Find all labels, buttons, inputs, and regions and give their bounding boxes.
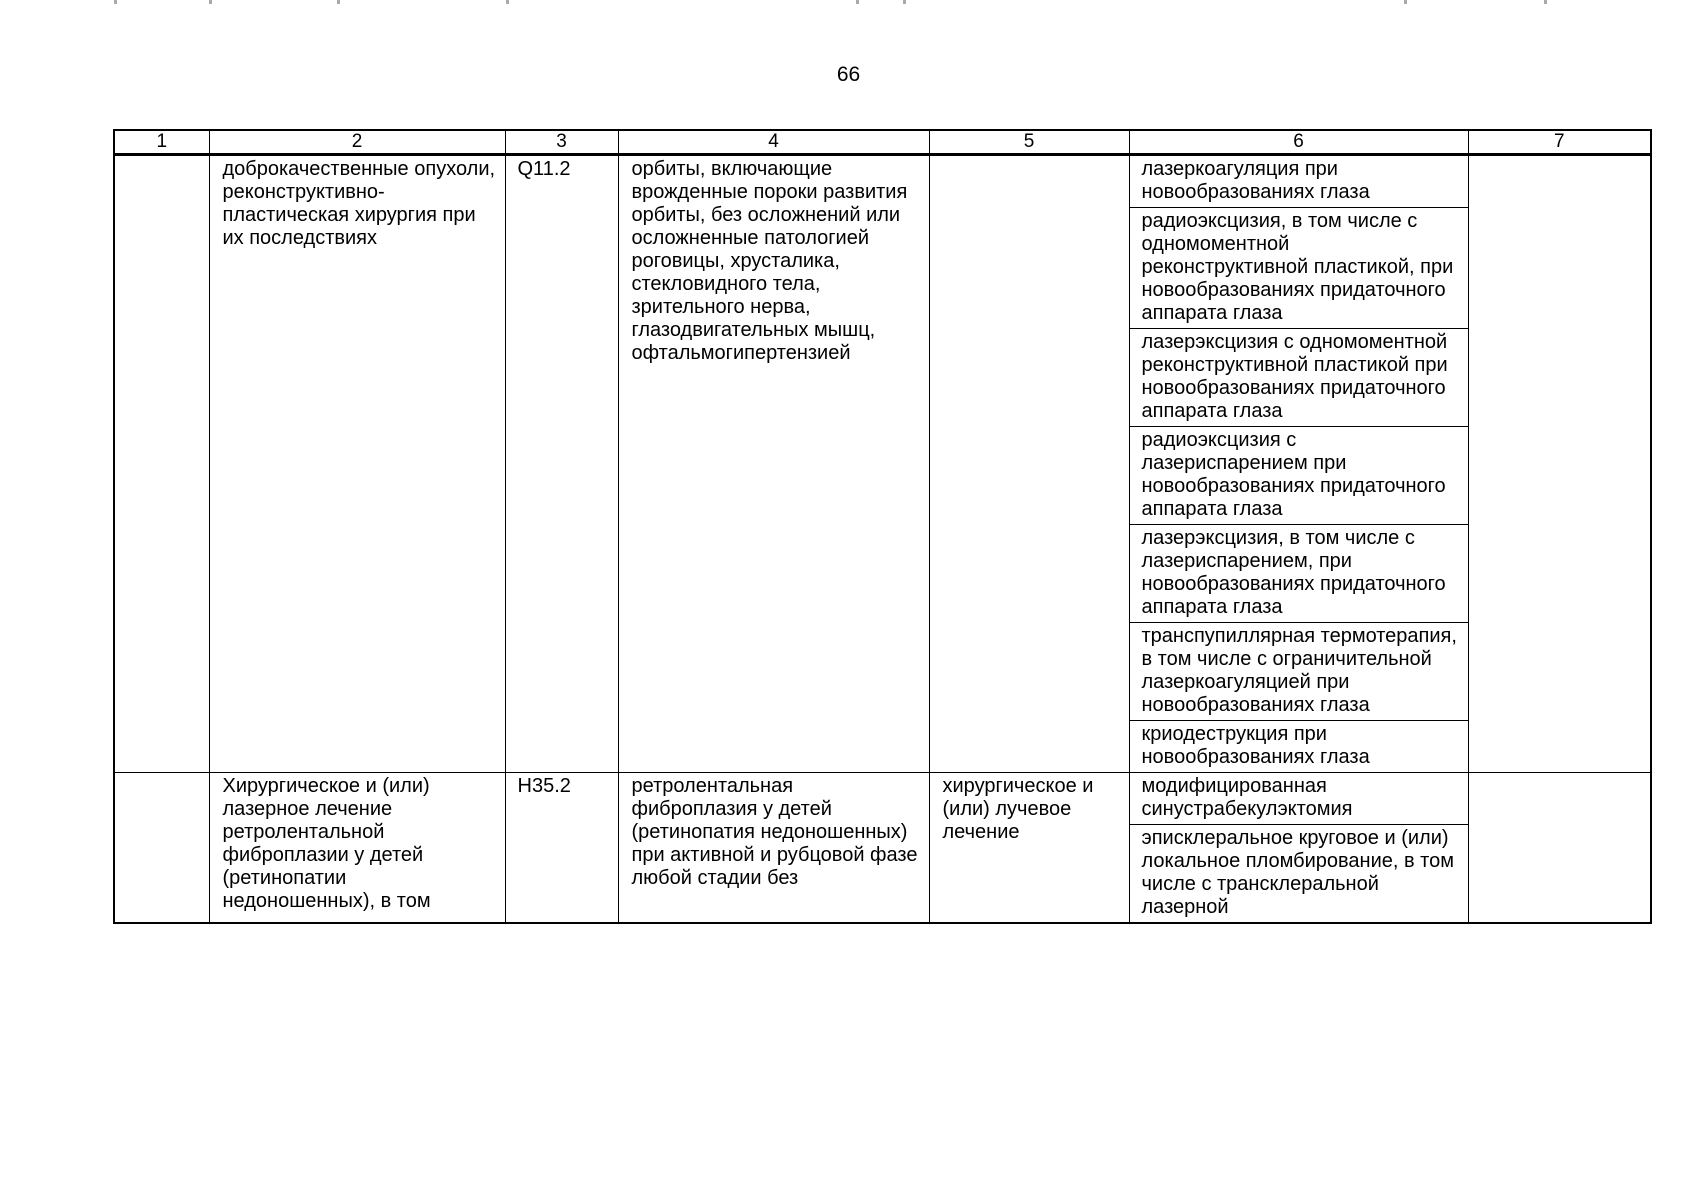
cell-diagnosis: ретролентальная фиброплазия у детей (ретинопатия недоношенных) при активной и рубцовой фазе любой стадии без	[618, 773, 929, 924]
table-header-row	[114, 130, 1651, 155]
table-row	[114, 155, 1651, 773]
medical-care-table	[113, 129, 1652, 924]
procedure-item: модифицированная синустрабекулэктомия	[1130, 773, 1468, 825]
cell-care-type: доброкачественные опухоли, реконструктивно-пластическая хирургия при их последствиях	[209, 155, 505, 773]
procedure-item: лазерэксцизия с одномоментной реконструктивной пластикой при новообразованиях придаточного аппарата глаза	[1130, 329, 1468, 427]
header-cell-4: 4	[618, 130, 929, 155]
procedure-item: лазеркоагуляция при новообразованиях глаза	[1130, 156, 1468, 208]
header-cell-1: 1	[114, 130, 209, 155]
header-cell-7: 7	[1468, 130, 1651, 155]
clipped-previous-page-artifacts	[0, 0, 1697, 5]
header-cell-2: 2	[209, 130, 505, 155]
header-cell-3: 3	[505, 130, 618, 155]
cell-treatment-methods	[1129, 773, 1468, 924]
cell-treatment-model	[929, 155, 1129, 773]
procedure-item: эписклеральное круговое и (или) локальное пломбирование, в том числе с трансклеральной лазерной	[1141, 827, 1454, 918]
cell-icd-code: Н35.2	[505, 773, 618, 924]
cell-tariff	[1468, 155, 1651, 773]
cell-treatment-model: хирургическое и (или) лучевое лечение	[929, 773, 1129, 924]
cell-diagnosis: орбиты, включающие врожденные пороки развития орбиты, без осложнений или осложненные патологией роговицы, хрусталика, стекловидного тела, зрительного нерва, глазодвигательных мышц, офтальмогипертензией	[618, 155, 929, 773]
procedure-item: криодеструкция при новообразованиях глаза	[1141, 723, 1370, 768]
cell-tariff	[1468, 773, 1651, 924]
procedure-item: лазерэксцизия, в том числе с лазериспарением, при новообразованиях придаточного аппарата глаза	[1130, 525, 1468, 623]
cell-treatment-methods	[1129, 155, 1468, 773]
cell-number	[114, 773, 209, 924]
procedure-item: радиоэксцизия, в том числе с одномоментной реконструктивной пластикой, при новообразованиях придаточного аппарата глаза	[1130, 208, 1468, 329]
cell-icd-code: Q11.2	[505, 155, 618, 773]
cell-number	[114, 155, 209, 773]
procedure-item: транспупиллярная термотерапия, в том числе с ограничительной лазеркоагуляцией при новообразованиях глаза	[1130, 623, 1468, 721]
header-cell-5: 5	[929, 130, 1129, 155]
page-number: 66	[836, 63, 861, 86]
procedure-item: радиоэксцизия с лазериспарением при новообразованиях придаточного аппарата глаза	[1130, 427, 1468, 525]
cell-care-type: Хирургическое и (или) лазерное лечение ретролентальной фиброплазии у детей (ретинопатии недоношенных), в том	[209, 773, 505, 924]
table-row	[114, 773, 1651, 924]
header-cell-6: 6	[1129, 130, 1468, 155]
